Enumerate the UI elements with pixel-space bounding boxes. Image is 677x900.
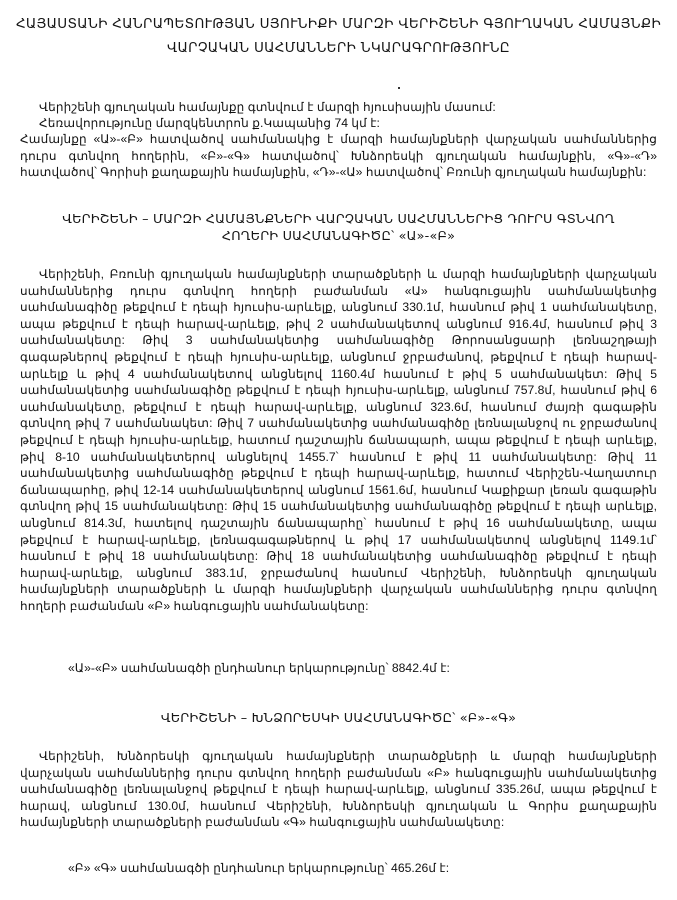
scan-artifact-dot <box>398 87 400 89</box>
document-title-line2: ՎԱՐՉԱԿԱՆ ՍԱՀՄԱՆՆԵՐԻ ՆԿԱՐԱԳՐՈՒԹՅՈՒՆԸ <box>167 40 510 56</box>
intro-line1: Վերիշենի գյուղական համայնքը գտնվում է մարզի հյուսիսային մասում: <box>39 100 496 114</box>
section2-summary: «Բ» «Գ» սահմանագծի ընդհանուր երկարությունը՝ 465.26մ է: <box>68 861 450 875</box>
document-title-line1: ՀԱՅԱՍՏԱՆԻ ՀԱՆՐԱՊԵՏՈՒԹՅԱՆ ՍՅՈՒՆԻՔԻ ՄԱՐԶԻ ՎԵՐԻՇԵՆԻ ԳՅՈՒՂԱԿԱՆ ՀԱՄԱՅՆՔԻ <box>15 16 662 32</box>
section1-heading-line1: ՎԵՐԻՇԵՆԻ – ՄԱՐԶԻ ՀԱՄԱՅՆՔՆԵՐԻ ՎԱՐՉԱԿԱՆ ՍԱՀՄԱՆՆԵՐԻՑ ԴՈՒՐՍ ԳՏՆՎՈՂ <box>62 212 615 227</box>
section2-body: Վերիշենի, Խնձորեսկի գյուղական համայնքների տարածքների և մարզի համայնքների վարչական սահմաններից դուրս գտնվող հողերի բաժանման «Բ» հանգուցային սահմանակետից սահմանագիծը լեռնալանջով թեքվում է դեպի հարավ-արևելք, անցնում 335.26մ, ապա թեքվում է հարավ, անցնում 130.0մ, հասնում Վերիշենի, Խնձորեսկի գյուղական և Գորիս քաղաքային համայնքների տարածքների բաժանման «Գ» հանգուցային սահմանակետը: <box>20 749 657 830</box>
section2-heading: ՎԵՐԻՇԵՆԻ – ԽՆՁՈՐԵՍԿԻ ՍԱՀՄԱՆԱԳԻԾԸ՝ «Բ»-«Գ» <box>160 711 517 726</box>
intro-body: Համայնքը «Ա»-«Բ» հատվածով սահմանակից է մարզի համայնքների վարչական սահմաններից դուրս գտնվող հողերին, «Բ»-«Գ» հատվածով՝ Խնձորեսկի գյուղական համայնքին, «Գ»-«Դ» հատվածով՝ Գորիսի քաղաքային համայնքին, «Դ»-«Ա» հատվածով՝ Բռունի գյուղական համայնքին: <box>20 132 657 180</box>
intro-line2: Հեռավորությունը մարզկենտրոն ք.Կապանից 74 կմ է: <box>39 116 380 130</box>
section1-summary: «Ա»-«Բ» սահմանագծի ընդհանուր երկարությունը՝ 8842.4մ է: <box>68 661 450 675</box>
section1-heading-line2: ՀՈՂԵՐԻ ՍԱՀՄԱՆԱԳԻԾԸ՝ «Ա»-«Բ» <box>221 229 456 244</box>
section1-body: Վերիշենի, Բռունի գյուղական համայնքների տարածքների և մարզի համայնքների վարչական սահմաններից դուրս գտնվող հողերի բաժանման «Ա» հանգուցային սահմանակետից սահմանագիծը թեքվում է դեպի հյուսիս-արևելք, անցնում 330.1մ, հասնում թիվ 1 սահմանակետը, ապա թեքվում է դեպի հարավ-արևելք, թիվ 2 սահմանակետով անցնում 916.4մ, հասնում թիվ 3 սահմանակետը: Թիվ 3 սահմանակետից սահմանագիծը Թորոսանցսարի լեռնաշղթայի գագաթներով թեքվում է դեպի հյուսիս-արևելք, անցնում ջրբաժանով, թեքվում է դեպի հարավ-արևելք և թիվ 4 սահմանակետով անցնելով 1160.4մ հասնում է թիվ 5 սահմանակետ: Թիվ 5 սահմանակետից սահմանագիծը թեքվում է դեպի հյուսիս-արևելք, անցնում 757.8մ, հասնում թիվ 6 սահմանակետը, թեքվում է դեպի հարավ-արևելք, անցնում 323.6մ, հասնում ժայռի գագաթին գտնվող թիվ 7 սահմանակետ: Թիվ 7 սահմանակետից սահմանագիծը լեռնալանջով ու ջրբաժանով թեքվում է դեպի հյուսիս-արևելք, հատում դաշտային ճանապարհ, ապա թեքվում է դեպի արևելք, թիվ 8-10 սահմանակետերով անցնելով 1455.7՝ հասնում է թիվ 11 սահմանակետը: Թիվ 11 սահմանակետից սահմանագիծը թեքվում է դեպի հարավ-արևելք, հատում Վերիշեն-Վաղատուր ճանապարհը, թիվ 12-14 սահմանակետերով անցնում 1561.6մ, հասնում Կաքիքար լեռան գագաթին գտնվող թիվ 15 սահմանակետը: Թիվ 15 սահմանակետից սահմանագիծը թեքվում է դեպի արևելք, անցնում 814.3մ, հատելով դաշտային ճանապարհը՝ հասնում է թիվ 16 սահմանակետը, ապա թեքվում է հարավ-արևելք, լեռնագագաթներով և թիվ 17 սահմանակետով անցնելով 1149.1մ՝ հասնում է թիվ 18 սահմանակետը: Թիվ 18 սահմանակետից սահմանագիծը թեքվում է դեպի հարավ-արևելք, անցնում 383.1մ, ջրբաժանով հասնում Վերիշենի, Խնձորեսկի գյուղական համայնքների տարածքների և մարզի համայնքների վարչական սահմաններից դուրս գտնվող հողերի բաժանման «Բ» հանգուցային սահմանակետը: <box>20 267 657 613</box>
